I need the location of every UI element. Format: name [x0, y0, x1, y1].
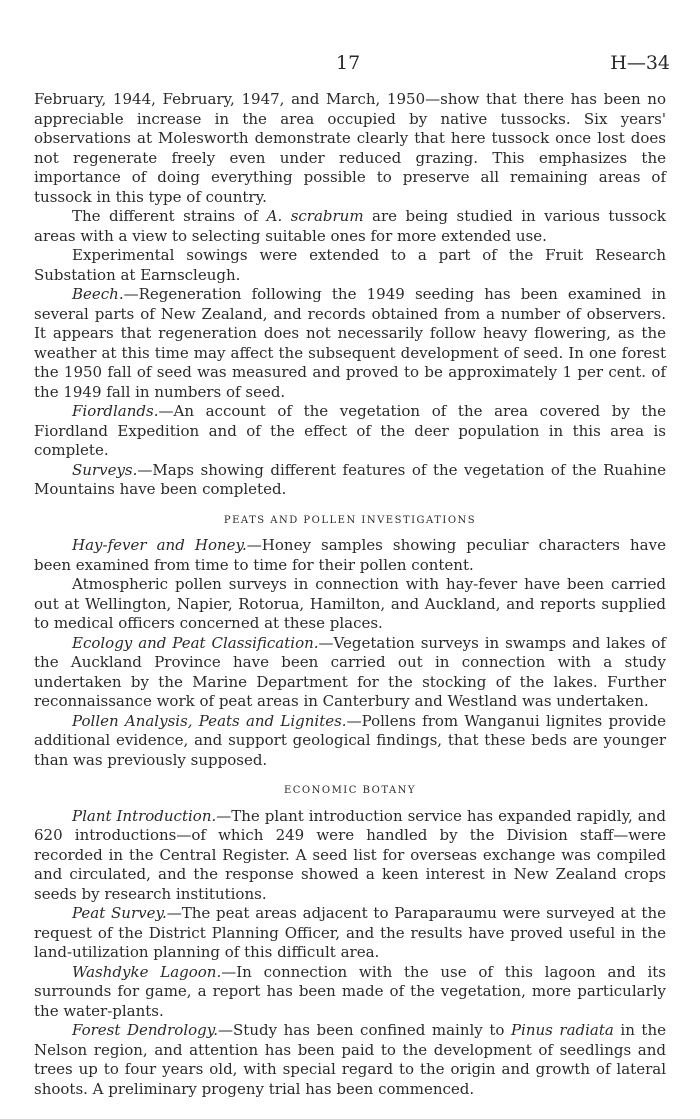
- paragraph-scrabrum-strains: The different strains of A. scrabrum are being studied in various tussock areas with a view to selecting suitable ones for more extended use.: [34, 207, 666, 245]
- run-in-heading-pollen-analysis: Pollen Analysis, Peats and Lignites.: [72, 711, 347, 730]
- run-in-heading-washdyke-lagoon: Washdyke Lagoon.: [72, 962, 222, 981]
- run-in-heading-beech: Beech.: [72, 285, 124, 303]
- paragraph-beech: Beech.—Regeneration following the 1949 seeding has been examined in several parts of New Zealand, and records obtained from a number of observers. It appears that regeneration does not necessarily follow heavy flowering, as the weather at this time may affect the subsequent development of seed. In one forest the 1950 fall of seed was measured and proved to be approximately 1 per cent. of the 1949 fall in numbers of seed.: [34, 285, 666, 401]
- paragraph-atmospheric-pollen: Atmospheric pollen surveys in connection with hay-fever have been carried out at Wellington, Napier, Rotorua, Hamilton, and Auckland, and reports supplied to medical officers concerned at these places.: [34, 575, 666, 632]
- run-in-heading-ecology: Ecology and Peat Classification.: [72, 633, 319, 652]
- run-in-heading-surveys: Surveys.: [72, 460, 138, 479]
- section-heading-peats-pollen: PEATS AND POLLEN INVESTIGATIONS: [223, 514, 477, 526]
- paragraph-washdyke-lagoon: Washdyke Lagoon.—In connection with the use of this lagoon and its surrounds for game, a report has been made of the vegetation, more particularly the water-plants.: [34, 962, 666, 1020]
- paragraph-hay-fever: Hay-fever and Honey.—Honey samples showing peculiar characters have been examined from time to time for their pollen content.: [34, 536, 666, 574]
- paragraph-experimental-sowings: Experimental sowings were extended to a part of the Fruit Research Substation at Earnscleugh.: [34, 246, 666, 284]
- paragraph-pollen-analysis: Pollen Analysis, Peats and Lignites.—Pollens from Wanganui lignites provide additional evidence, and support geological findings, that these beds are younger than was previously supposed.: [34, 711, 666, 769]
- paragraph-forest-dendrology: Forest Dendrology.—Study has been confined mainly to Pinus radiata in the Nelson region, and attention has been paid to the development of seedlings and trees up to four years old, with special regard to the origin and growth of lateral shoots. A preliminary progeny trial has been commenced.: [34, 1021, 666, 1098]
- paragraph-tussock-observations: February, 1944, February, 1947, and March, 1950—show that there has been no appreciable increase in the area occupied by native tussocks. Six years' observations at Molesworth demonstrate clearly that here tussock once lost does not regenerate freely even under reduced grazing. This emphasizes the importance of doing everything possible to preserve all remaining areas of tussock in this type of country.: [34, 90, 666, 206]
- document-reference: H—34: [610, 52, 670, 74]
- species-name-pinus: Pinus radiata: [510, 1021, 614, 1039]
- paragraph-ecology: Ecology and Peat Classification.—Vegetation surveys in swamps and lakes of the Auckland Province have been carried out in connection with a study undertaken by the Marine Department for the stocking of the lakes. Further reconnaissance work of peat areas in Canterbury and Westland was undertaken.: [34, 633, 666, 710]
- body-text: [34, 90, 666, 1099]
- run-in-heading-forest-dendrology: Forest Dendrology.: [72, 1021, 219, 1039]
- run-in-heading-peat-survey: Peat Survey.: [72, 904, 167, 922]
- paragraph-fiordlands: Fiordlands.—An account of the vegetation of the area covered by the Fiordland Expedition and of the effect of the deer population in this area is complete.: [34, 402, 666, 459]
- paragraph-peat-survey: Peat Survey.—The peat areas adjacent to Paraparaumu were surveyed at the request of the District Planning Officer, and the results have proved useful in the land-utilization planning of this difficult area.: [34, 904, 666, 961]
- page-number: 17: [336, 52, 361, 74]
- run-in-heading-fiordlands: Fiordlands.: [72, 402, 159, 420]
- section-heading-economic-botany: ECONOMIC BOTANY: [283, 785, 417, 796]
- paragraph-plant-introduction: Plant Introduction.—The plant introduction service has expanded rapidly, and 620 introductions—of which 249 were handled by the Division staff—were recorded in the Central Register. A seed list for overseas exchange was compiled and circulated, and the response showed a keen interest in New Zealand crops seeds by research institutions.: [34, 806, 666, 903]
- run-in-heading-plant-introduction: Plant Introduction.: [72, 806, 217, 825]
- paragraph-surveys: Surveys.—Maps showing different features of the vegetation of the Ruahine Mountains have been completed.: [34, 460, 666, 498]
- run-in-heading-hay-fever: Hay-fever and Honey.: [72, 536, 247, 554]
- species-name: A. scrabrum: [266, 207, 364, 225]
